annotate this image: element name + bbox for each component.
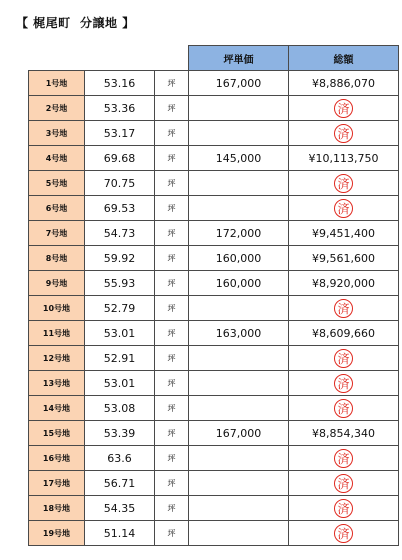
lot-number-cell: 14号地 — [29, 396, 85, 421]
sold-stamp: 済 — [334, 374, 353, 393]
unit-cell: 坪 — [155, 146, 189, 171]
total-cell — [289, 296, 399, 321]
unit-cell: 坪 — [155, 421, 189, 446]
sold-stamp: 済 — [334, 99, 353, 118]
sold-stamp: 済 — [334, 299, 353, 318]
table-row — [29, 146, 399, 171]
sold-stamp: 済 — [334, 474, 353, 493]
area-cell: 55.93 — [85, 271, 155, 296]
area-cell: 69.53 — [85, 196, 155, 221]
total-cell — [289, 371, 399, 396]
area-cell: 52.79 — [85, 296, 155, 321]
table-row — [29, 246, 399, 271]
unit-cell: 坪 — [155, 196, 189, 221]
table-header-row — [29, 46, 399, 71]
lot-number-cell: 2号地 — [29, 96, 85, 121]
lot-table — [28, 45, 399, 546]
unit-cell: 坪 — [155, 171, 189, 196]
unit-cell: 坪 — [155, 296, 189, 321]
table-row — [29, 346, 399, 371]
sold-stamp: 済 — [334, 174, 353, 193]
lot-number-cell: 11号地 — [29, 321, 85, 346]
total-cell — [289, 496, 399, 521]
table-row — [29, 121, 399, 146]
total-cell — [289, 396, 399, 421]
total-cell: ¥8,609,660 — [289, 321, 399, 346]
unit-cell: 坪 — [155, 346, 189, 371]
lot-number-cell: 15号地 — [29, 421, 85, 446]
price-cell: 172,000 — [189, 221, 289, 246]
area-cell: 54.73 — [85, 221, 155, 246]
area-cell: 53.39 — [85, 421, 155, 446]
price-cell — [189, 346, 289, 371]
table-row — [29, 271, 399, 296]
area-cell: 63.6 — [85, 446, 155, 471]
area-cell: 53.01 — [85, 371, 155, 396]
table-row — [29, 221, 399, 246]
total-cell: ¥8,854,340 — [289, 421, 399, 446]
total-cell — [289, 196, 399, 221]
lot-number-cell: 16号地 — [29, 446, 85, 471]
lot-number-cell: 4号地 — [29, 146, 85, 171]
table-row — [29, 171, 399, 196]
unit-cell: 坪 — [155, 221, 189, 246]
price-cell: 160,000 — [189, 271, 289, 296]
lot-number-cell: 6号地 — [29, 196, 85, 221]
area-cell: 53.17 — [85, 121, 155, 146]
sold-stamp: 済 — [334, 524, 353, 543]
table-row — [29, 471, 399, 496]
total-cell: ¥9,451,400 — [289, 221, 399, 246]
price-cell — [189, 446, 289, 471]
unit-cell: 坪 — [155, 96, 189, 121]
unit-cell: 坪 — [155, 446, 189, 471]
price-cell — [189, 496, 289, 521]
unit-cell: 坪 — [155, 71, 189, 96]
sold-stamp: 済 — [334, 499, 353, 518]
price-cell: 160,000 — [189, 246, 289, 271]
area-cell: 53.16 — [85, 71, 155, 96]
total-cell: ¥9,561,600 — [289, 246, 399, 271]
total-cell: ¥8,920,000 — [289, 271, 399, 296]
price-cell — [189, 196, 289, 221]
price-cell: 167,000 — [189, 71, 289, 96]
price-cell — [189, 521, 289, 546]
unit-cell: 坪 — [155, 371, 189, 396]
price-cell — [189, 371, 289, 396]
lot-number-cell: 3号地 — [29, 121, 85, 146]
price-cell — [189, 171, 289, 196]
lot-number-cell: 9号地 — [29, 271, 85, 296]
table-row — [29, 296, 399, 321]
price-cell: 167,000 — [189, 421, 289, 446]
unit-cell: 坪 — [155, 321, 189, 346]
area-cell: 53.36 — [85, 96, 155, 121]
lot-number-cell: 10号地 — [29, 296, 85, 321]
lot-number-cell: 17号地 — [29, 471, 85, 496]
total-cell: ¥8,886,070 — [289, 71, 399, 96]
unit-cell: 坪 — [155, 521, 189, 546]
lot-table-body — [29, 71, 399, 546]
area-cell: 59.92 — [85, 246, 155, 271]
table-row — [29, 321, 399, 346]
total-cell — [289, 96, 399, 121]
column-header-total: 総額 — [289, 46, 399, 71]
lot-number-cell: 18号地 — [29, 496, 85, 521]
area-cell: 53.08 — [85, 396, 155, 421]
lot-number-cell: 12号地 — [29, 346, 85, 371]
total-cell — [289, 471, 399, 496]
area-cell: 54.35 — [85, 496, 155, 521]
price-cell — [189, 471, 289, 496]
lot-number-cell: 8号地 — [29, 246, 85, 271]
table-row — [29, 446, 399, 471]
unit-cell: 坪 — [155, 271, 189, 296]
table-row — [29, 71, 399, 96]
sold-stamp: 済 — [334, 449, 353, 468]
sold-stamp: 済 — [334, 399, 353, 418]
total-cell: ¥10,113,750 — [289, 146, 399, 171]
table-row — [29, 396, 399, 421]
table-row — [29, 421, 399, 446]
unit-cell: 坪 — [155, 396, 189, 421]
total-cell — [289, 121, 399, 146]
table-row — [29, 496, 399, 521]
table-row — [29, 196, 399, 221]
area-cell: 53.01 — [85, 321, 155, 346]
area-cell: 56.71 — [85, 471, 155, 496]
price-cell — [189, 121, 289, 146]
price-cell: 163,000 — [189, 321, 289, 346]
total-cell — [289, 521, 399, 546]
total-cell — [289, 446, 399, 471]
total-cell — [289, 171, 399, 196]
lot-number-cell: 1号地 — [29, 71, 85, 96]
unit-cell: 坪 — [155, 121, 189, 146]
total-cell — [289, 346, 399, 371]
area-cell: 70.75 — [85, 171, 155, 196]
lot-number-cell: 13号地 — [29, 371, 85, 396]
lot-number-cell: 7号地 — [29, 221, 85, 246]
lot-number-cell: 19号地 — [29, 521, 85, 546]
price-cell — [189, 296, 289, 321]
table-row — [29, 96, 399, 121]
sold-stamp: 済 — [334, 124, 353, 143]
header-spacer — [29, 46, 189, 71]
area-cell: 51.14 — [85, 521, 155, 546]
area-cell: 52.91 — [85, 346, 155, 371]
area-cell: 69.68 — [85, 146, 155, 171]
unit-cell: 坪 — [155, 496, 189, 521]
table-row — [29, 521, 399, 546]
price-cell: 145,000 — [189, 146, 289, 171]
sold-stamp: 済 — [334, 349, 353, 368]
page-title: 【 梶尾町 分譲地 】 — [16, 16, 135, 30]
price-cell — [189, 396, 289, 421]
unit-cell: 坪 — [155, 471, 189, 496]
price-cell — [189, 96, 289, 121]
unit-cell: 坪 — [155, 246, 189, 271]
lot-number-cell: 5号地 — [29, 171, 85, 196]
table-row — [29, 371, 399, 396]
column-header-price: 坪単価 — [189, 46, 289, 71]
sold-stamp: 済 — [334, 199, 353, 218]
